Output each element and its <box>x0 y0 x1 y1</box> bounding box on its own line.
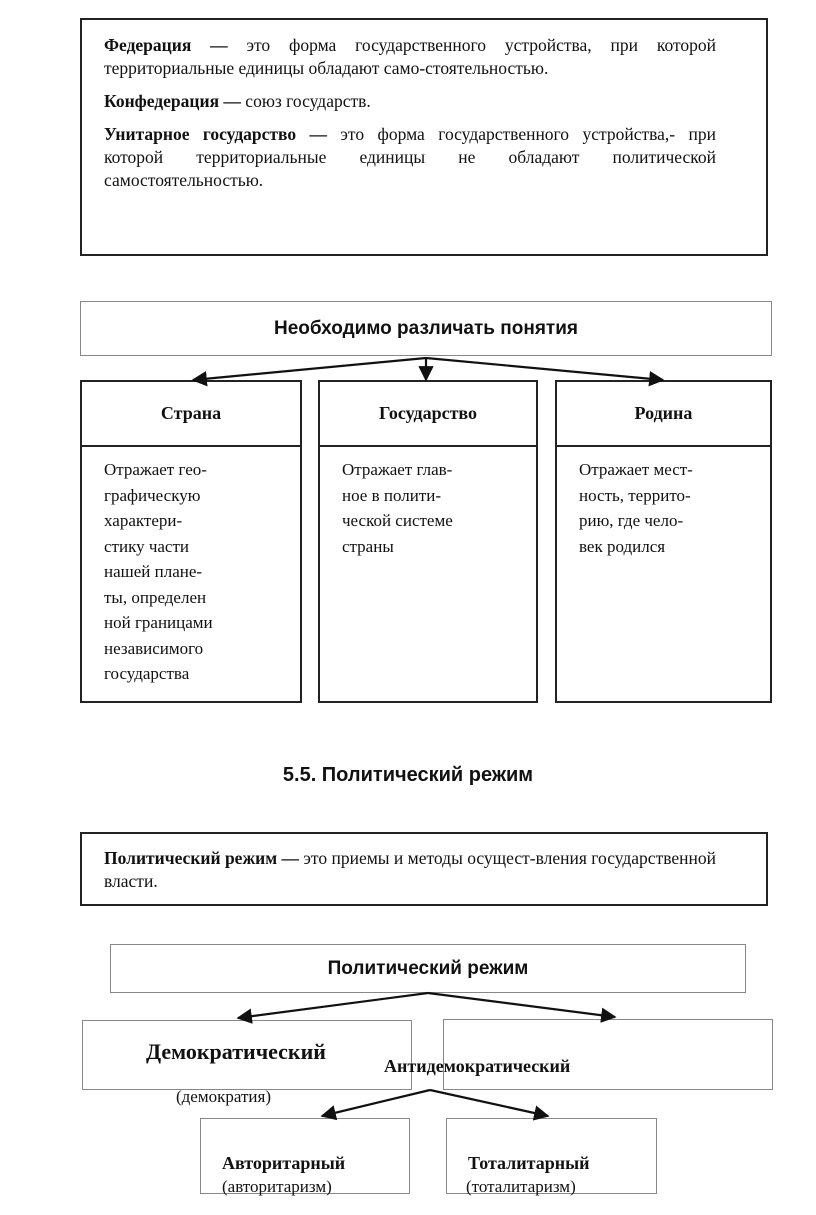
concept-title: Родина <box>557 382 770 447</box>
concept-title: Государство <box>320 382 536 447</box>
totalitarian-note: (тоталитаризм) <box>466 1177 576 1196</box>
section-title: 5.5. Политический режим <box>282 764 534 786</box>
definition-text: это форма государственного устройства,- при которой территориальные единицы не обладают политической самостоятельностью. <box>104 124 717 190</box>
definition-term: Политический режим <box>104 848 278 868</box>
concept-title: Страна <box>82 382 300 447</box>
authoritarian-note: (авторитаризм) <box>222 1177 332 1196</box>
definition-text: союз государств. <box>245 91 371 111</box>
regime-definition: Политический режим — это приемы и методы осущест-вления государственной власти. <box>104 848 716 891</box>
arrow-to-country <box>193 358 426 380</box>
definition-term: Федерация <box>104 35 192 55</box>
arrow-to-antidemocratic <box>428 993 615 1017</box>
definition-unitary-state: Унитарное государство — это форма государственного устройства,- при которой территориальные единицы не обладают политической самостоятельностью. <box>104 124 717 190</box>
democratic-note: (демократия) <box>176 1087 271 1106</box>
totalitarian-label: Тоталитарный <box>468 1153 590 1173</box>
definition-term: Унитарное государство <box>104 124 297 144</box>
antidemocratic-label: Антидемократический <box>384 1056 571 1076</box>
arrow-to-democratic <box>238 993 428 1018</box>
definition-confederation: Конфедерация — союз государств. <box>104 91 371 111</box>
concept-description: Отражает глав- ное в полити- ческой системе страны <box>342 460 453 556</box>
definition-term: Конфедерация <box>104 91 220 111</box>
authoritarian-label: Авторитарный <box>222 1153 346 1173</box>
regime-root-label: Политический режим <box>327 957 529 979</box>
arrow-to-totalitarian <box>430 1090 548 1116</box>
definition-text: это приемы и методы осущест-вления государственной власти. <box>104 848 716 891</box>
democratic-label: Демократический <box>146 1039 326 1064</box>
concepts-header: Необходимо различать понятия <box>274 317 578 339</box>
concept-description: Отражает мест- ность, террито- рию, где чело- век родился <box>579 460 693 556</box>
arrow-to-authoritarian <box>322 1090 430 1116</box>
concept-description: Отражает гео- графическую характери- стику части нашей плане- ты, определен ной границами независимого государства <box>104 460 213 683</box>
definition-text: это форма государственного устройства, при которой территориальные единицы обладают само-стоятельностью. <box>104 35 716 78</box>
definition-federation: Федерация — это форма государственного устройства, при которой территориальные единицы обладают само-стоятельностью. <box>104 35 716 78</box>
arrow-to-homeland <box>426 358 663 380</box>
